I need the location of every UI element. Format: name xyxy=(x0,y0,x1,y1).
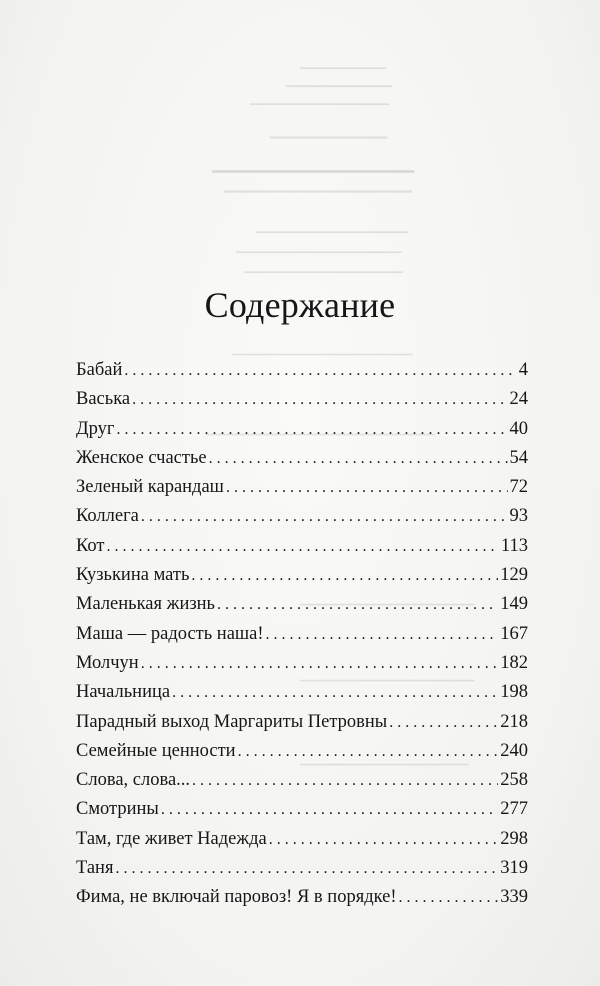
toc-entry-title: Таня xyxy=(76,858,114,879)
toc-entry xyxy=(76,385,528,414)
toc-entry-title: Бабай xyxy=(76,360,123,380)
toc-entry-title: Кот xyxy=(76,535,105,556)
toc-entry-title: Семейные ценности xyxy=(76,740,236,761)
toc-entry-title: Там, где живет Надежда xyxy=(76,828,267,849)
toc-entry xyxy=(76,737,528,766)
toc-entry-title: Слова, слова... xyxy=(76,770,191,791)
dot-leader xyxy=(115,854,498,883)
toc-entry xyxy=(76,473,528,502)
dot-leader xyxy=(141,649,499,678)
dot-leader xyxy=(389,708,498,737)
dot-leader xyxy=(209,444,508,473)
toc-entry-page-number: 182 xyxy=(500,652,528,673)
toc-entry-page-number: 54 xyxy=(509,447,528,468)
dot-leader xyxy=(217,590,498,619)
toc-entry xyxy=(76,708,528,737)
toc-entry-page-number: 4 xyxy=(518,360,528,380)
dot-leader xyxy=(191,561,498,590)
toc-entry xyxy=(76,415,528,444)
dot-leader xyxy=(226,473,508,502)
dot-leader xyxy=(132,385,507,414)
toc-entry xyxy=(76,883,528,912)
dot-leader xyxy=(161,795,498,824)
dot-leader xyxy=(124,356,516,385)
toc-entry-title: Коллега xyxy=(76,506,139,527)
toc-entry xyxy=(76,620,528,649)
toc-entry-page-number: 319 xyxy=(500,858,528,879)
dot-leader xyxy=(116,415,507,444)
toc-entry-page-number: 218 xyxy=(500,711,528,732)
toc-entry-page-number: 339 xyxy=(500,887,528,908)
toc-entry xyxy=(76,678,528,707)
toc-entry-page-number: 113 xyxy=(500,535,528,556)
toc-entry-page-number: 129 xyxy=(500,565,528,586)
toc-entry xyxy=(76,532,528,561)
toc-entry-title: Фима, не включай паровоз! Я в порядке! xyxy=(76,887,397,908)
toc-entry xyxy=(76,590,528,619)
dot-leader xyxy=(266,620,499,649)
dot-leader xyxy=(192,766,498,795)
toc-entry-title: Друг xyxy=(76,418,115,439)
toc-entry xyxy=(76,825,528,854)
reverse-side-bleed-through: ━━━━━━━━━━━━━ ━━━━━━━━━━━━━━━━ ━━━━━━━━━━━━━━━━━━━━━ ━━━━━━━━━━━━━━━ ━━━━━━━━━━━━━━━━━━━━━ ━━━━━━━━━━━━━━━━━━━━━━━━ ━━━━━━━━━━━━━━━━━━━━━━━ ━━━━━━━━━━━━━━━━━━━━━━━━━ ━━━━━━━━━━━━━━━━━━━━━━━━ ━━━━━━━━━━━━━━━━━━━━━━━━━━━━━━ ━━━━━━━━━━━━━━━━━━━━━━━━━━━━━━━━━━━━━━ ━━━━━━━━━━━━━━━━━━━━━━━━━━━━━ ━━━━━━━━━━━━━━━━━━━━━━━━━━━━━ ━━━━━━━━━━━━━━━━━━━━━━━━━━━━ xyxy=(206,63,475,771)
toc-entry xyxy=(76,795,528,824)
toc-entry-page-number: 40 xyxy=(509,418,528,439)
toc-entry-page-number: 149 xyxy=(500,594,528,615)
dot-leader xyxy=(107,532,499,561)
dot-leader xyxy=(399,883,499,912)
toc-entry-title: Васька xyxy=(76,389,131,410)
toc-entry-title: Маленькая жизнь xyxy=(76,594,215,615)
toc-heading: Содержание xyxy=(204,285,396,325)
dot-leader xyxy=(141,502,508,531)
toc-entry-page-number: 167 xyxy=(500,623,528,644)
toc-entry xyxy=(76,356,528,385)
toc-entry-page-number: 198 xyxy=(500,682,528,703)
toc-entry-title: Парадный выход Маргариты Петровны xyxy=(76,711,388,732)
toc-entry-page-number: 298 xyxy=(500,828,528,849)
toc-entry-page-number: 24 xyxy=(509,389,528,410)
toc-entry-title: Кузькина мать xyxy=(76,565,190,586)
toc-entry-page-number: 240 xyxy=(500,740,528,761)
dot-leader xyxy=(172,678,498,707)
toc-entry-title: Молчун xyxy=(76,652,139,673)
dot-leader xyxy=(269,825,498,854)
toc-entry-page-number: 93 xyxy=(509,506,528,527)
toc-entry-title: Начальница xyxy=(76,682,171,703)
toc-entry xyxy=(76,854,528,883)
toc-entry-title: Смотрины xyxy=(76,799,159,820)
toc-entry-page-number: 277 xyxy=(500,799,528,820)
toc-entry-page-number: 258 xyxy=(500,770,528,791)
toc-entry xyxy=(76,561,528,590)
toc-entry-title: Зеленый карандаш xyxy=(76,477,224,498)
toc-entry-title: Женское счастье xyxy=(76,447,207,468)
toc-entry xyxy=(76,502,528,531)
table-of-contents xyxy=(76,356,528,913)
dot-leader xyxy=(238,737,499,766)
toc-entry-title: Маша — радость наша! xyxy=(76,623,264,644)
toc-entry-page-number: 72 xyxy=(509,477,528,498)
toc-entry xyxy=(76,649,528,678)
toc-entry xyxy=(76,444,528,473)
toc-entry xyxy=(76,766,528,795)
